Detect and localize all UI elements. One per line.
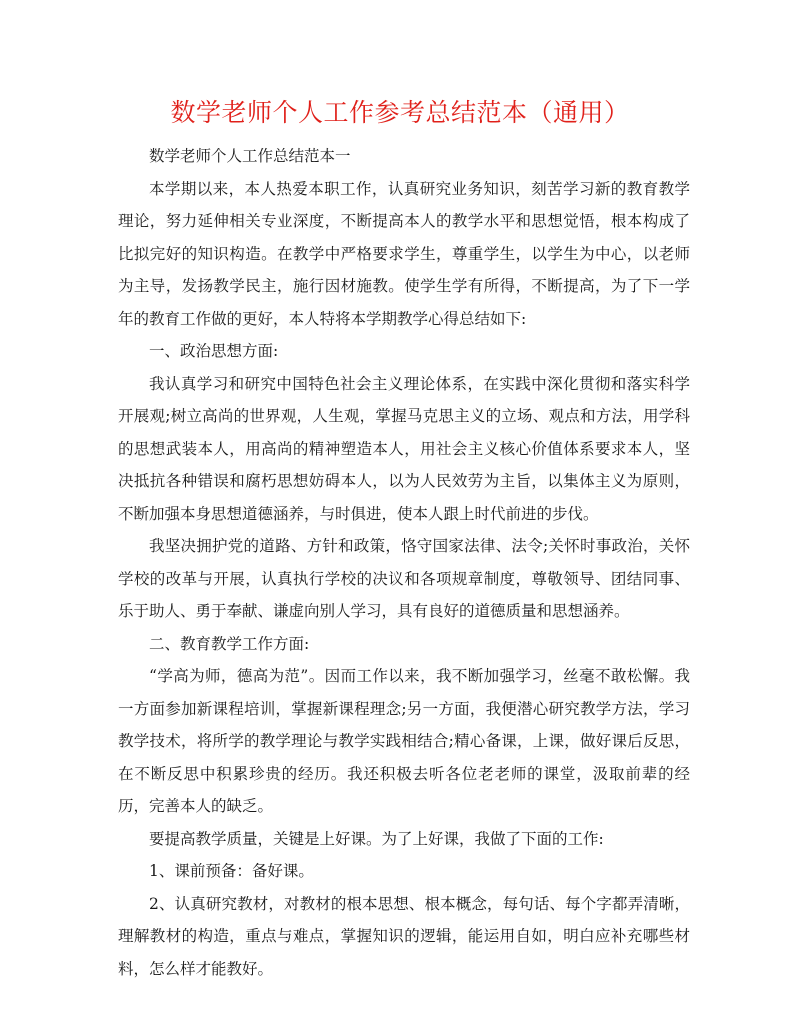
paragraph-intro: 本学期以来，本人热爱本职工作，认真研究业务知识，刻苦学习新的教育教学理论，努力延伸相关专业深度，不断提高本人的教学水平和思想觉悟，根本构成了比拟完好的知识构造。在教学中严格要求学生，尊重学生，以学生为中心，以老师为主导，发扬教学民主，施行因材施教。使学生学有所得，不断提高，为了下一学年的教育工作做的更好，本人特将本学期教学心得总结如下:	[118, 179, 690, 328]
paragraph-teaching-1: “学高为师，德高为范”。因而工作以来，我不断加强学习，丝毫不敢松懈。我一方面参加新课程培训，掌握新课程理念;另一方面，我便潜心研究教学方法，学习教学技术，将所学的教学理论与教学实践相结合;精心备课，上课，做好课后反思，在不断反思中积累珍贵的经历。我还积极去听各位老老师的课堂，汲取前辈的经历，完善本人的缺乏。	[118, 667, 690, 815]
document-body	[118, 140, 690, 985]
paragraph-politics-2: 我坚决拥护党的道路、方针和政策，恪守国家法律、法令;关怀时事政治，关怀学校的改革与开展，认真执行学校的决议和各项规章制度，尊敬领导、团结同事、乐于助人、勇于奉献、谦虚向别人学习，具有良好的道德质量和思想涵养。	[118, 537, 690, 620]
section-heading-teaching: 二、教育教学工作方面:	[149, 634, 310, 653]
section-heading-politics: 一、政治思想方面:	[149, 342, 279, 360]
paragraph-teaching-2: 要提高教学质量，关键是上好课。为了上好课，我做了下面的工作:	[149, 829, 604, 848]
paragraph-subtitle: 数学老师个人工作总结范本一	[149, 147, 351, 165]
list-item-1: 1、课前预备：备好课。	[149, 862, 314, 880]
list-item-2: 2、认真研究教材，对教材的根本思想、根本概念，每句话、每个字都弄清晰，理解教材的构造，重点与难点，掌握知识的逻辑，能运用自如，明白应补充哪些材料，怎么样才能教好。	[118, 894, 690, 978]
paragraph-politics-1: 我认真学习和研究中国特色社会主义理论体系，在实践中深化贯彻和落实科学开展观;树立高尚的世界观，人生观，掌握马克思主义的立场、观点和方法，用学科的思想武装本人，用高尚的精神塑造本人，用社会主义核心价值体系要求本人，坚决抵抗各种错误和腐朽思想妨碍本人，以为人民效劳为主旨，以集体主义为原则，不断加强本身思想道德涵养，与时俱进，使本人跟上时代前进的步伐。	[118, 374, 690, 523]
page-title: 数学老师个人工作参考总结范本（通用）	[170, 98, 630, 127]
